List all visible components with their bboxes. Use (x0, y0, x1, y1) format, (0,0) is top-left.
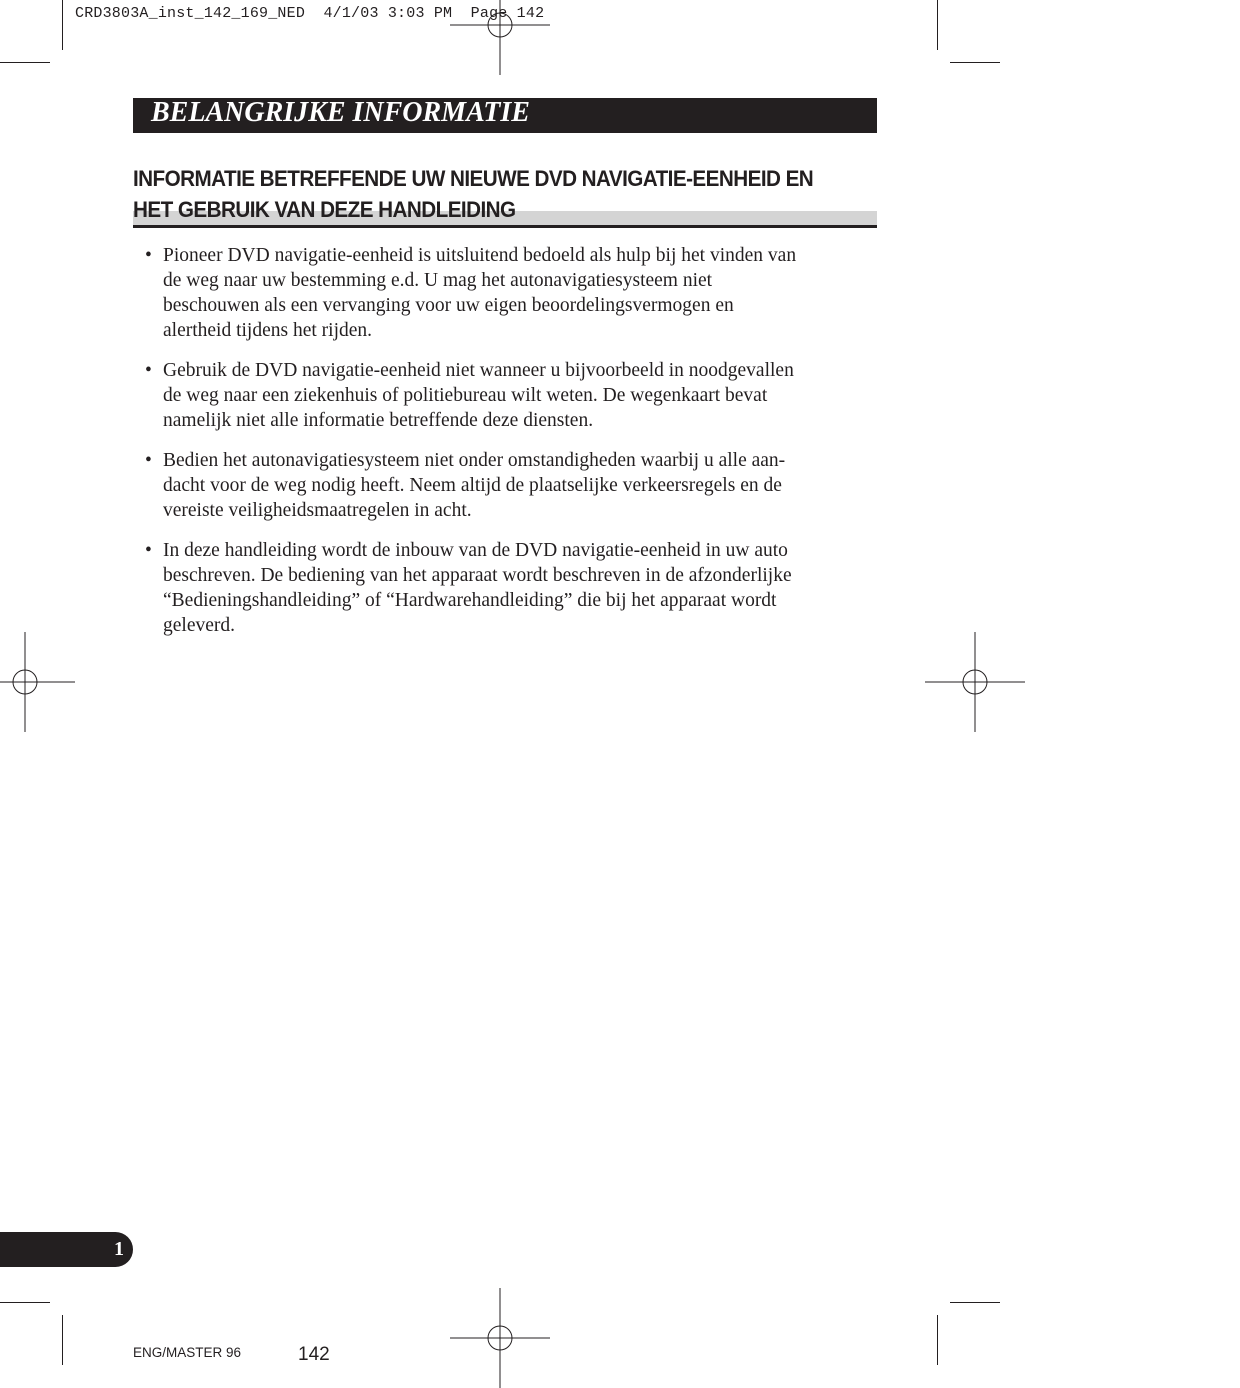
print-slug: CRD3803A_inst_142_169_NED 4/1/03 3:03 PM Page 142 (75, 5, 545, 22)
crop-mark-top-right-vertical (937, 0, 938, 50)
bullet-line: alertheid tijdens het rijden. (163, 320, 373, 341)
crop-mark-top-right-horizontal (950, 62, 1000, 63)
bullet-line: In deze handleiding wordt de inbouw van de DVD navigatie-eenheid in uw auto (163, 540, 788, 561)
crop-mark-top-left-horizontal (0, 62, 50, 63)
bullet-line: vereiste veiligheidsmaatregelen in acht. (163, 500, 472, 521)
bullet-item (145, 538, 855, 638)
chapter-title-bar (133, 98, 877, 133)
crop-mark-bottom-left-horizontal (0, 1302, 50, 1303)
bullet-item (145, 448, 855, 523)
section-tab-number: 1 (114, 1238, 124, 1260)
bullet-marker: • (145, 450, 152, 471)
bullet-item (145, 243, 855, 343)
section-heading-text (133, 163, 832, 225)
section-heading (133, 163, 877, 229)
bullet-marker: • (145, 245, 152, 266)
section-heading-line: HET GEBRUIK VAN DEZE HANDLEIDING (133, 197, 516, 222)
bullet-line: Gebruik de DVD navigatie-eenheid niet wanneer u bijvoorbeeld in noodgevallen (163, 360, 794, 381)
crop-mark-bottom-left-vertical (62, 1315, 63, 1365)
bullet-line: namelijk niet alle informatie betreffende deze diensten. (163, 410, 594, 431)
registration-mark-bottom-icon (450, 1288, 550, 1388)
crop-mark-bottom-right-vertical (937, 1315, 938, 1365)
bullet-line: geleverd. (163, 615, 236, 636)
section-heading-line: INFORMATIE BETREFFENDE UW NIEUWE DVD NAVIGATIE-EENHEID EN (133, 166, 814, 191)
footer-master-label: ENG/MASTER 96 (133, 1345, 242, 1360)
bullet-line: beschreven. De bediening van het apparaat wordt beschreven in de afzonderlijke (163, 565, 792, 586)
chapter-title: BELANGRIJKE INFORMATIE (151, 97, 530, 128)
registration-mark-right-icon (925, 632, 1025, 732)
bullet-line: Bedien het autonavigatiesysteem niet onder omstandigheden waarbij u alle aan- (163, 450, 786, 471)
bullet-line: beschouwen als een vervanging voor uw eigen beoordelingsvermogen en (163, 295, 734, 316)
crop-mark-bottom-right-horizontal (950, 1302, 1000, 1303)
bullet-marker: • (145, 360, 152, 381)
bullet-list (145, 243, 855, 653)
crop-mark-top-left-vertical (62, 0, 63, 50)
bullet-line: de weg naar een ziekenhuis of politiebureau wilt weten. De wegenkaart bevat (163, 385, 768, 406)
bullet-line: de weg naar uw bestemming e.d. U mag het autonavigatiesysteem niet (163, 270, 713, 291)
bullet-line: “Bedieningshandleiding” of “Hardwarehandleiding” die bij het apparaat wordt (163, 590, 777, 611)
page-number: 142 (298, 1344, 330, 1365)
bullet-item (145, 358, 855, 433)
bullet-line: dacht voor de weg nodig heeft. Neem altijd de plaatselijke verkeersregels en de (163, 475, 782, 496)
bullet-line: Pioneer DVD navigatie-eenheid is uitsluitend bedoeld als hulp bij het vinden van (163, 245, 797, 266)
section-tab (0, 1232, 133, 1267)
registration-mark-left-icon (0, 632, 75, 732)
heading-rule (133, 225, 877, 228)
registration-mark-top-icon (450, 0, 550, 75)
bullet-marker: • (145, 540, 152, 561)
